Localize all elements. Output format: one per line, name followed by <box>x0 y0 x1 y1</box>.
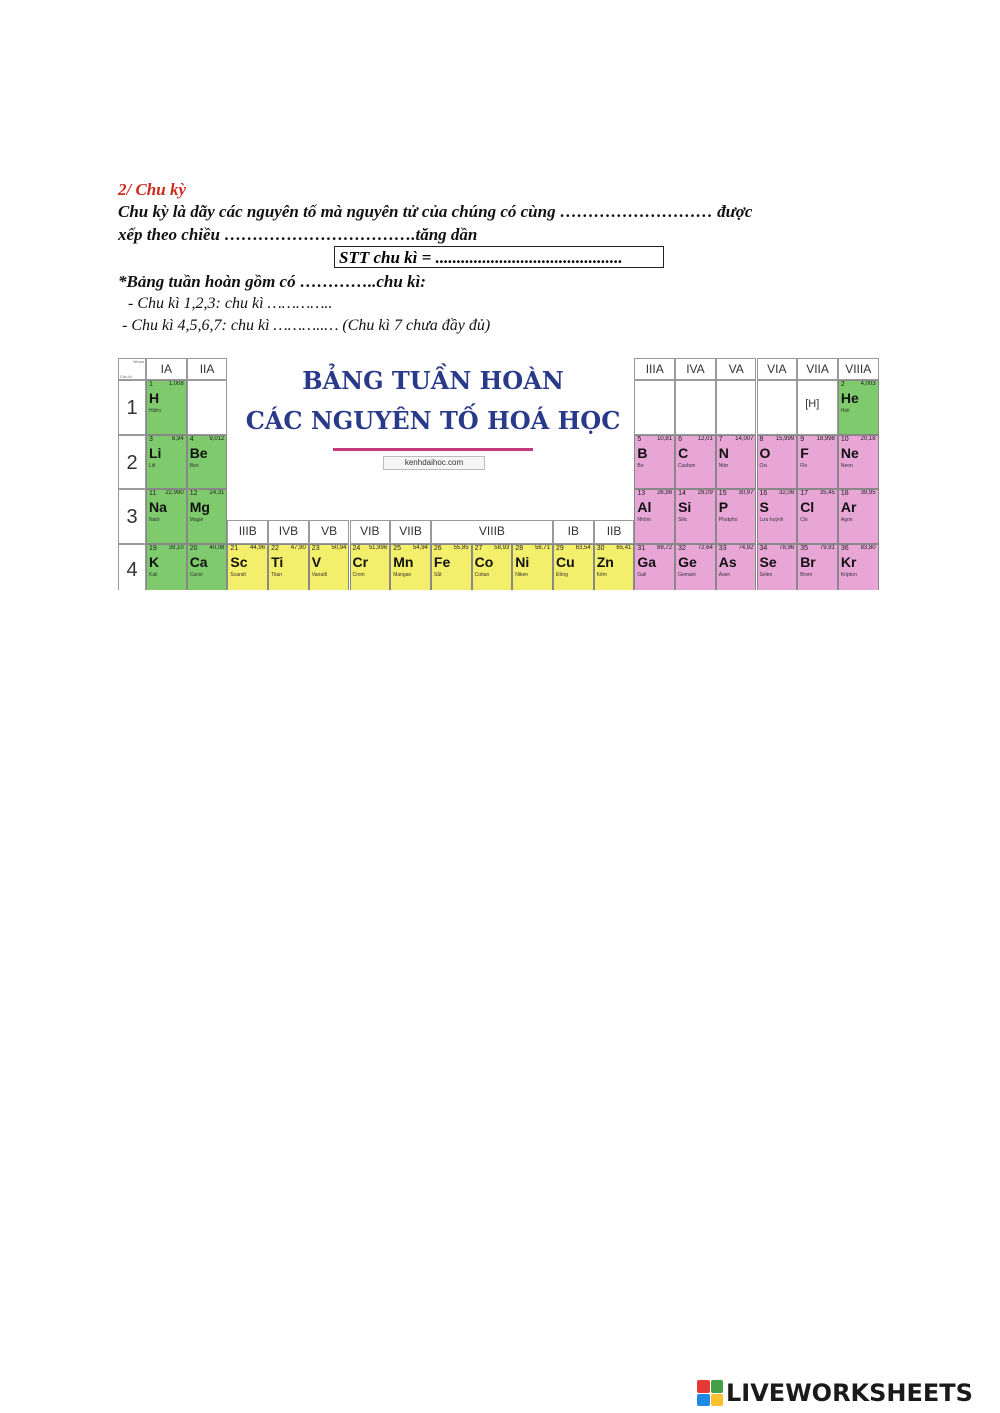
empty-cell <box>675 380 716 435</box>
table-corner <box>118 358 146 380</box>
periodic-table-title-line2: CÁC NGUYÊN TỐ HOÁ HỌC <box>245 406 621 435</box>
group-header-ib: IB <box>553 520 594 544</box>
atomic-mass: 74,92 <box>738 545 754 551</box>
logo-square-blue <box>697 1394 710 1407</box>
periodic-table-title <box>228 358 638 478</box>
element-symbol: Na <box>149 499 167 515</box>
element-symbol: C <box>678 445 689 461</box>
logo-square-red <box>697 1380 710 1393</box>
group-header-iia: IIA <box>187 358 228 380</box>
element-symbol: Si <box>678 499 692 515</box>
atomic-mass: 24,31 <box>209 490 225 496</box>
element-si <box>675 489 716 544</box>
atomic-number: 35 <box>800 545 808 552</box>
element-kr <box>838 544 879 590</box>
group-header-viia: VIIA <box>797 358 838 380</box>
element-name: Clo <box>800 517 808 523</box>
element-name: Titan <box>271 572 283 578</box>
periodic-table-image <box>118 358 883 590</box>
atomic-number: 34 <box>759 545 768 552</box>
corner-group-label: Nhóm <box>133 359 144 364</box>
atomic-mass: 55,85 <box>453 545 469 551</box>
element-symbol: K <box>149 554 160 570</box>
title-underline <box>333 448 533 451</box>
element-symbol: Ca <box>189 554 208 570</box>
element-name: Cacbon <box>678 463 696 469</box>
element-name: Nitơ <box>718 463 729 469</box>
element-ti <box>268 544 309 590</box>
atomic-number: 24 <box>352 545 361 552</box>
atomic-number: 3 <box>149 436 153 443</box>
atomic-number: 26 <box>433 545 442 552</box>
element-name: Neon <box>840 463 853 469</box>
atomic-number: 16 <box>759 490 768 497</box>
period-label-1: 1 <box>118 380 146 435</box>
atomic-mass: 1,008 <box>168 381 184 387</box>
element-symbol: Ti <box>271 554 284 570</box>
group-header-iib: IIB <box>594 520 635 544</box>
atomic-number: 12 <box>189 490 198 497</box>
atomic-number: 36 <box>840 545 849 552</box>
element-as <box>716 544 757 590</box>
atomic-mass: 65,41 <box>616 545 632 551</box>
element-symbol: O <box>759 445 771 461</box>
atomic-mass: 83,80 <box>860 545 876 551</box>
atomic-mass: 39,95 <box>860 490 876 496</box>
element-symbol: N <box>718 445 729 461</box>
element-symbol: Fe <box>433 554 451 570</box>
element-ca <box>187 544 228 590</box>
atomic-mass: 63,54 <box>575 545 591 551</box>
element-symbol: He <box>840 390 859 406</box>
atomic-number: 33 <box>718 545 727 552</box>
element-h <box>146 380 187 435</box>
element-name: Asen <box>718 572 731 578</box>
element-k <box>146 544 187 590</box>
element-symbol: Se <box>759 554 777 570</box>
element-symbol: P <box>718 499 729 515</box>
atomic-number: 18 <box>840 490 849 497</box>
element-symbol: H <box>149 390 160 406</box>
element-symbol: Al <box>637 499 652 515</box>
element-name: Liti <box>149 463 156 469</box>
corner-period-label: Chu kì <box>120 374 132 379</box>
element-se <box>757 544 798 590</box>
element-name: Photpho <box>718 517 738 523</box>
atomic-mass: 35,45 <box>819 490 835 496</box>
element-symbol: Cu <box>556 554 575 570</box>
periodic-table-title-line1: BẢNG TUẦN HOÀN <box>302 366 564 395</box>
element-name: Coban <box>474 572 490 578</box>
atomic-number: 17 <box>800 490 808 497</box>
empty-cell <box>187 380 228 435</box>
atomic-number: 15 <box>718 490 727 497</box>
element-be <box>187 435 228 489</box>
element-name: Natri <box>149 517 160 523</box>
element-name: Brom <box>800 572 813 578</box>
small-periods-line: - Chu kì 1,2,3: chu kì ………….. <box>128 295 333 312</box>
element-symbol: Co <box>474 554 494 570</box>
element-name: Canxi <box>189 572 203 578</box>
logo-square-green <box>711 1380 724 1393</box>
liveworksheets-brand: LIVEWORKSHEETS <box>726 1379 973 1407</box>
element-o <box>757 435 798 489</box>
atomic-mass: 12,01 <box>697 436 713 442</box>
element-v <box>309 544 350 590</box>
element-name: Đồng <box>556 572 568 578</box>
element-n <box>716 435 757 489</box>
group-header-ivb: IVB <box>268 520 309 544</box>
group-header-viiib: VIIIB <box>431 520 553 544</box>
atomic-mass: 28,09 <box>697 490 713 496</box>
definition-line-2: xếp theo chiều …………………………….tăng dần <box>118 225 478 244</box>
group-header-iiib: IIIB <box>227 520 268 544</box>
element-mg <box>187 489 228 544</box>
atomic-mass: 15,999 <box>775 436 795 442</box>
element-p <box>716 489 757 544</box>
atomic-number: 6 <box>678 436 682 443</box>
element-symbol: Ni <box>515 554 530 570</box>
element-ar <box>838 489 879 544</box>
element-ne <box>838 435 879 489</box>
group-header-iva: IVA <box>675 358 716 380</box>
element-name: Magie <box>189 517 204 523</box>
group-header-via: VIA <box>757 358 798 380</box>
group-header-viib: VIIB <box>390 520 431 544</box>
element-name: Gemani <box>678 572 696 578</box>
element-symbol: Li <box>149 445 162 461</box>
element-symbol: F <box>800 445 809 461</box>
period-label-4: 4 <box>118 544 146 590</box>
element-fe <box>431 544 472 590</box>
element-name: Kripton <box>840 572 857 578</box>
liveworksheets-logo-icon <box>697 1380 723 1406</box>
element-name: Kẽm <box>596 572 607 578</box>
group-header-viiia: VIIIA <box>838 358 879 380</box>
element-symbol: Kr <box>840 554 857 570</box>
atomic-number: 31 <box>637 545 646 552</box>
group-header-ia: IA <box>146 358 187 380</box>
atomic-number: 25 <box>393 545 401 552</box>
element-name: Crom <box>352 572 365 578</box>
element-ga <box>634 544 675 590</box>
element-name: Kali <box>149 572 158 578</box>
element-symbol: Ne <box>840 445 859 461</box>
element-name: Nhôm <box>637 517 651 523</box>
element-name: Hiđro <box>149 408 161 414</box>
atomic-mass: 40,08 <box>209 545 225 551</box>
atomic-mass: 14,007 <box>735 436 754 442</box>
atomic-number: 23 <box>311 545 320 552</box>
logo-square-yellow <box>711 1394 724 1407</box>
element-mn <box>390 544 431 590</box>
atomic-number: 20 <box>189 545 198 552</box>
atomic-mass: 6,94 <box>172 436 184 442</box>
atomic-mass: 30,97 <box>738 490 754 496</box>
element-name: Selen <box>759 572 773 578</box>
group-header-iiia: IIIA <box>634 358 675 380</box>
atomic-mass: 32,06 <box>779 490 795 496</box>
site-label: kenhdaihoc.com <box>383 456 485 470</box>
atomic-mass: 22,990 <box>165 490 184 496</box>
element-symbol: Be <box>189 445 208 461</box>
element-name: Silic <box>678 517 688 523</box>
atomic-mass: 20,18 <box>860 436 876 442</box>
element-symbol: Cl <box>800 499 815 515</box>
element-name: Vanađi <box>311 572 327 578</box>
atomic-number: 9 <box>800 436 805 443</box>
atomic-number: 4 <box>189 436 194 443</box>
atomic-mass: 79,91 <box>819 545 835 551</box>
element-name: Gali <box>637 572 647 578</box>
atomic-number: 2 <box>840 381 845 388</box>
element-symbol: Br <box>800 554 816 570</box>
element-co <box>472 544 513 590</box>
element-na <box>146 489 187 544</box>
group-header-vb: VB <box>309 520 350 544</box>
period-label-2: 2 <box>118 435 146 489</box>
atomic-mass: 72,64 <box>697 545 713 551</box>
element-al <box>634 489 675 544</box>
atomic-number: 29 <box>556 545 564 552</box>
element-zn <box>594 544 635 590</box>
atomic-mass: 78,96 <box>779 545 795 551</box>
element-name: Lưu huỳnh <box>759 517 784 523</box>
element-name: Heli <box>840 408 850 414</box>
element-symbol: Mg <box>189 499 210 515</box>
atomic-mass: 47,90 <box>290 545 306 551</box>
group-header-vib: VIB <box>350 520 391 544</box>
element-cr <box>350 544 391 590</box>
element-cl <box>797 489 838 544</box>
atomic-number: 22 <box>271 545 279 552</box>
element-br <box>797 544 838 590</box>
atomic-number: 32 <box>678 545 686 552</box>
empty-cell <box>634 380 675 435</box>
element-s <box>757 489 798 544</box>
atomic-mass: 54,94 <box>412 545 428 551</box>
worksheet-heading: 2/ Chu kỳ <box>118 180 187 199</box>
stt-answer-box[interactable]: STT chu kì = ............................................ <box>334 246 664 268</box>
atomic-mass: 50,94 <box>331 545 347 551</box>
hydrogen-placeholder: [H] <box>805 398 820 410</box>
atomic-mass: 9,012 <box>209 436 225 442</box>
element-name: Beri <box>189 463 199 469</box>
atomic-mass: 4,003 <box>860 381 876 387</box>
period-count-line: *Bảng tuần hoàn gồm có …………..chu kì: <box>118 272 426 291</box>
atomic-number: 1 <box>149 381 153 388</box>
liveworksheets-logo <box>697 1378 973 1408</box>
atomic-mass: 26,98 <box>657 490 673 496</box>
definition-line-1: Chu kỳ là dãy các nguyên tố mà nguyên tử của chúng có cùng ……………………… được <box>118 202 753 221</box>
element-symbol: Cr <box>352 554 369 570</box>
element-symbol: Ga <box>637 554 657 570</box>
atomic-number: 10 <box>840 436 849 443</box>
element-symbol: As <box>718 554 737 570</box>
period-label-3: 3 <box>118 489 146 544</box>
element-name: Bo <box>637 463 644 469</box>
atomic-number: 5 <box>637 436 642 443</box>
element-symbol: S <box>759 499 769 515</box>
large-periods-line: - Chu kì 4,5,6,7: chu kì ………..… (Chu kì 7 chưa đầy đủ) <box>122 317 491 334</box>
atomic-number: 27 <box>474 545 483 552</box>
atomic-mass: 58,71 <box>534 545 550 551</box>
element-ni <box>512 544 553 590</box>
atomic-number: 14 <box>678 490 686 497</box>
element-symbol: Mn <box>393 554 414 570</box>
element-name: Sắt <box>433 572 442 578</box>
element-symbol: Ge <box>678 554 697 570</box>
atomic-number: 21 <box>230 545 239 552</box>
atomic-mass: 58,93 <box>494 545 510 551</box>
atomic-number: 7 <box>718 436 723 443</box>
element-symbol: B <box>637 445 648 461</box>
element-symbol: Sc <box>230 554 248 570</box>
empty-cell <box>757 380 798 435</box>
atomic-number: 19 <box>149 545 157 552</box>
atomic-number: 11 <box>149 490 157 497</box>
atomic-mass: 51,996 <box>368 545 388 551</box>
element-name: Mangan <box>393 572 412 578</box>
element-b <box>634 435 675 489</box>
element-name: Oxi <box>759 463 767 469</box>
atomic-mass: 69,72 <box>657 545 673 551</box>
element-f <box>797 435 838 489</box>
element-name: Scandi <box>230 572 246 578</box>
atomic-number: 13 <box>637 490 646 497</box>
element-symbol: Ar <box>840 499 857 515</box>
element-name: Niken <box>515 572 529 578</box>
atomic-mass: 10,81 <box>657 436 673 442</box>
element-ge <box>675 544 716 590</box>
atomic-mass: 18,998 <box>816 436 835 442</box>
atomic-mass: 44,96 <box>250 545 266 551</box>
element-symbol: V <box>311 554 322 570</box>
atomic-number: 8 <box>759 436 764 443</box>
atomic-number: 30 <box>596 545 605 552</box>
element-name: Agon <box>840 517 853 523</box>
element-cu <box>553 544 594 590</box>
element-he <box>838 380 879 435</box>
element-li <box>146 435 187 489</box>
empty-cell <box>716 380 757 435</box>
element-c <box>675 435 716 489</box>
element-name: Flo <box>800 463 808 469</box>
atomic-mass: 39,10 <box>168 545 184 551</box>
group-header-va: VA <box>716 358 757 380</box>
element-sc <box>227 544 268 590</box>
element-symbol: Zn <box>596 554 614 570</box>
atomic-number: 28 <box>515 545 524 552</box>
